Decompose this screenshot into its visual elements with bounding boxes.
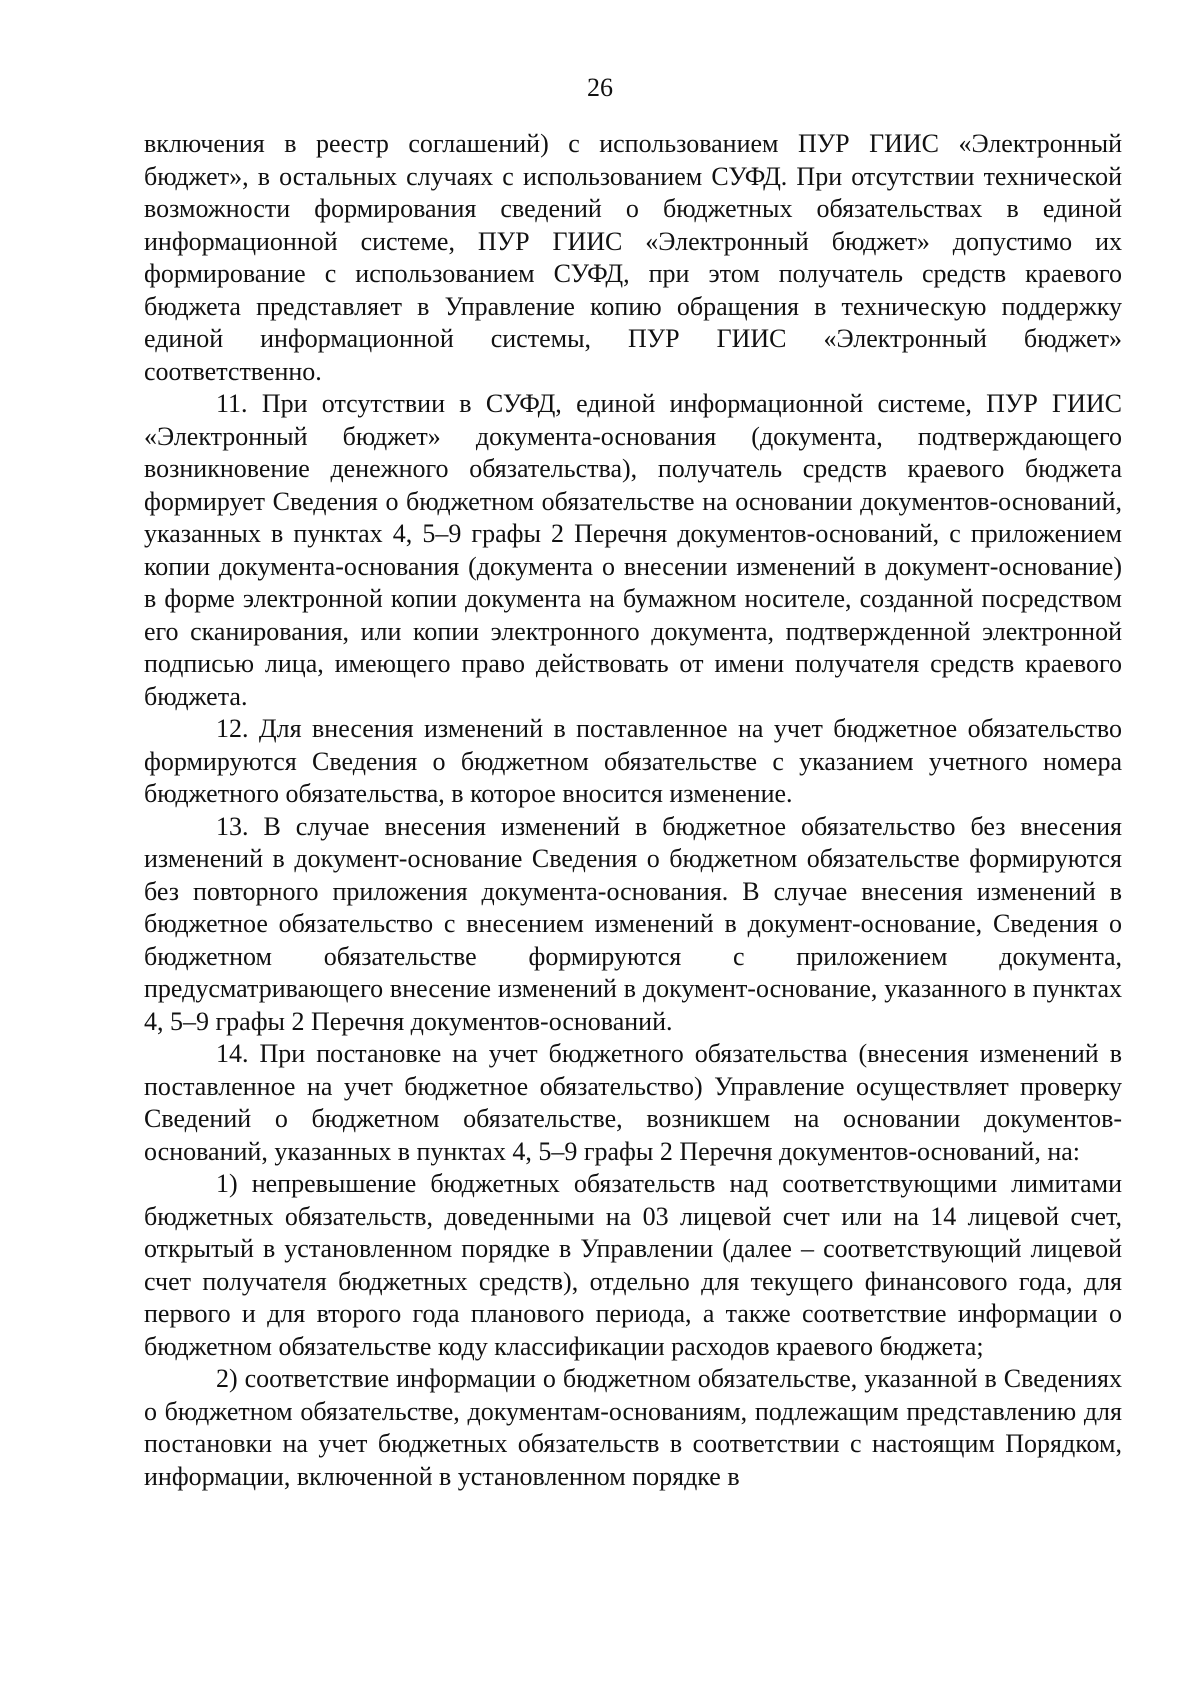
paragraph-continuation: включения в реестр соглашений) с использованием ПУР ГИИС «Электронный бюджет», в остальных случаях с использованием СУФД. При отсутствии технической возможности формирования сведений о бюджетных обязательствах в единой информационной системе, ПУР ГИИС «Электронный бюджет» допустимо их формирование с использованием СУФД, при этом получатель средств краевого бюджета представляет в Управление копию обращения в техническую поддержку единой информационной системы, ПУР ГИИС «Электронный бюджет» соответственно. bbox=[144, 129, 1122, 386]
paragraph-item-11: 11. При отсутствии в СУФД, единой информационной системе, ПУР ГИИС «Электронный бюджет» документа-основания (документа, подтверждающего возникновение денежного обязательства), получатель средств краевого бюджета формирует Сведения о бюджетном обязательстве на основании документов-оснований, указанных в пунктах 4, 5–9 графы 2 Перечня документов-оснований, с приложением копии документа-основания (документа о внесении изменений в документ-основание) в форме электронной копии документа на бумажном носителе, созданной посредством его сканирования, или копии электронного документа, подтвержденной электронной подписью лица, имеющего право действовать от имени получателя средств краевого бюджета. bbox=[144, 389, 1122, 711]
paragraph-item-13: 13. В случае внесения изменений в бюджетное обязательство без внесения изменений в документ-основание Сведения о бюджетном обязательстве формируются без повторного приложения документа-основания. В случае внесения изменений в бюджетное обязательство с внесением изменений в документ-основание, Сведения о бюджетном обязательстве формируются с приложением документа, предусматривающего внесение изменений в документ-основание, указанного в пунктах 4, 5–9 графы 2 Перечня документов-оснований. bbox=[144, 811, 1122, 1036]
paragraph-subitem-2: 2) соответствие информации о бюджетном обязательстве, указанной в Сведениях о бюджетном обязательстве, документам-основаниям, подлежащим представлению для постановки на учет бюджетных обязательств в соответствии с настоящим Порядком, информации, включенной в установленном порядке в bbox=[144, 1364, 1122, 1491]
page-number: 26 bbox=[587, 73, 613, 102]
paragraph-subitem-1: 1) непревышение бюджетных обязательств над соответствующими лимитами бюджетных обязательств, доведенными на 03 лицевой счет или на 14 лицевой счет, открытый в установленном порядке в Управлении (далее – соответствующий лицевой счет получателя бюджетных средств), отдельно для текущего финансового года, для первого и для второго года планового периода, а также соответствие информации о бюджетном обязательстве коду классификации расходов краевого бюджета; bbox=[144, 1169, 1122, 1361]
document-body bbox=[144, 128, 1122, 1493]
paragraph-item-14: 14. При постановке на учет бюджетного обязательства (внесения изменений в поставленное на учет бюджетное обязательство) Управление осуществляет проверку Сведений о бюджетном обязательстве, возникшем на основании документов-оснований, указанных в пунктах 4, 5–9 графы 2 Перечня документов-оснований, на: bbox=[144, 1039, 1122, 1166]
paragraph-item-12: 12. Для внесения изменений в поставленное на учет бюджетное обязательство формируются Сведения о бюджетном обязательстве с указанием учетного номера бюджетного обязательства, в которое вносится изменение. bbox=[144, 714, 1122, 808]
